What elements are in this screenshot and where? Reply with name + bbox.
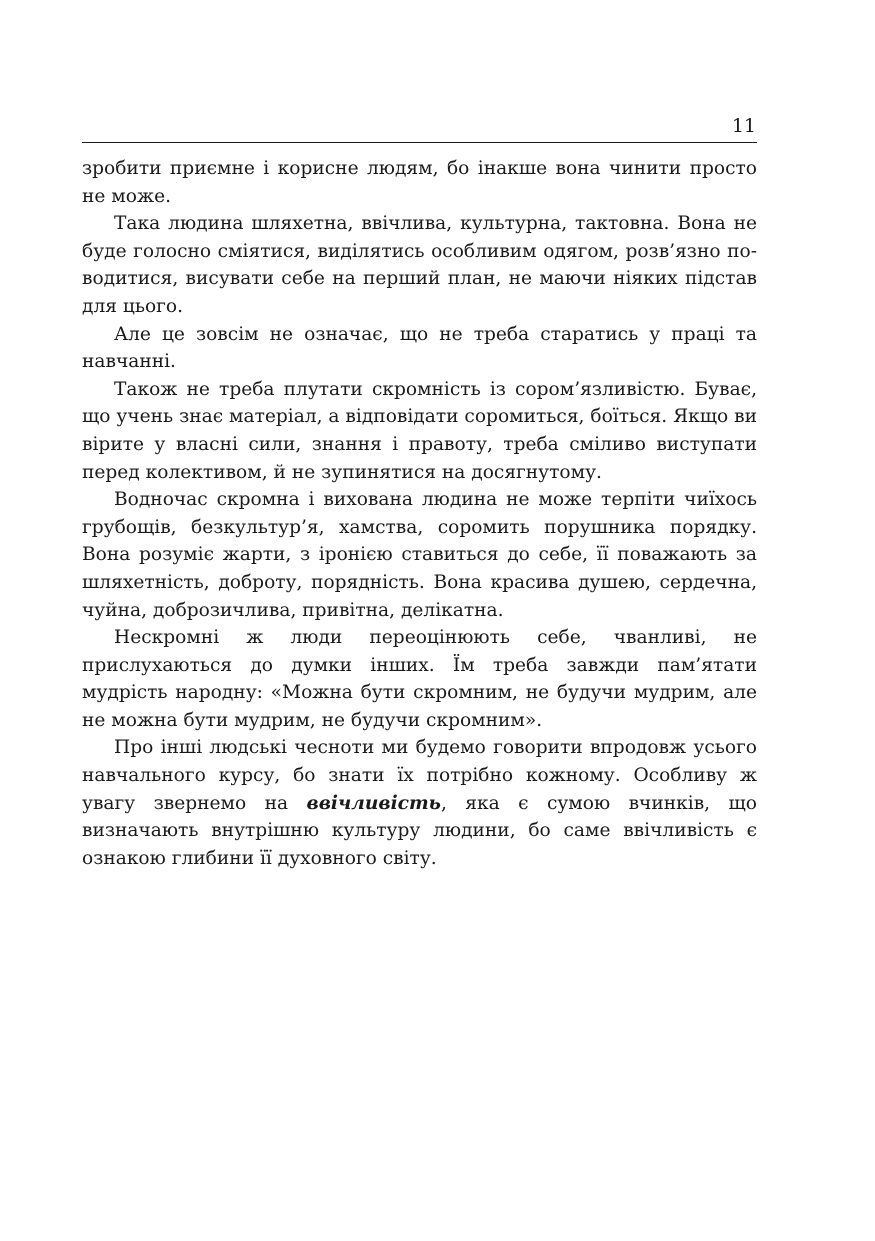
paragraph-noble-person: Така людина шляхетна, ввічлива, культурна, тактовна. Вона не буде голосно сміятися, виділятись особливим одягом, розв’язно поводитися, висувати себе на перший план, не маючи ніяких підстав для цього. (82, 213, 757, 317)
paragraph-continuation: зробити приємне і корисне людям, бо інакше вона чинити просто не може. (82, 158, 757, 207)
paragraph-immodest-people: Нескромні ж люди переоцінюють себе, чванливі, не прислухаються до думки інших. Їм треба завжди пам’ятати мудрість народну: «Можна бути скромним, не будучи мудрим, але не можна бути мудрим, не будучи скромним». (82, 627, 757, 731)
paragraph-effort: Але це зовсім не означає, що не треба старатись у праці та навчанні. (82, 323, 757, 373)
page-number: 11 (731, 115, 756, 137)
body-text (82, 155, 757, 872)
paragraph-politeness (82, 734, 757, 872)
paragraph-modest-person: Водночас скромна і вихована людина не може терпіти чиїхось грубощів, безкультур’я, хамства, соромить порушника порядку. Вона розуміє жарти, з іронією ставиться до себе, її поважають за шляхетність, доброту, порядність. Вона красива душею, сердечна, чуйна, доброзичлива, привітна, делікатна. (82, 489, 757, 621)
header-divider (82, 142, 757, 143)
politeness-text-before: Про інші людські чесноти ми будемо говорити впродовж усього навчального курсу, бо знати їх потрібно кожному. Особливу ж увагу звернемо на (82, 737, 757, 814)
politeness-term: ввічливість (306, 792, 441, 814)
paragraph-shyness: Також не треба плутати скромність із сором’язливістю. Буває, що учень знає матеріал, а відповідати соромиться, боїться. Якщо ви вірите у власні сили, знання і правоту, треба сміливо виступати перед колективом, й не зупинятися на досягнутому. (82, 378, 757, 483)
politeness-text-after: , яка є сумою вчинків, що визначають внутрішню культуру людини, бо саме ввічливість є ознакою глибини її духовного світу. (82, 792, 757, 869)
